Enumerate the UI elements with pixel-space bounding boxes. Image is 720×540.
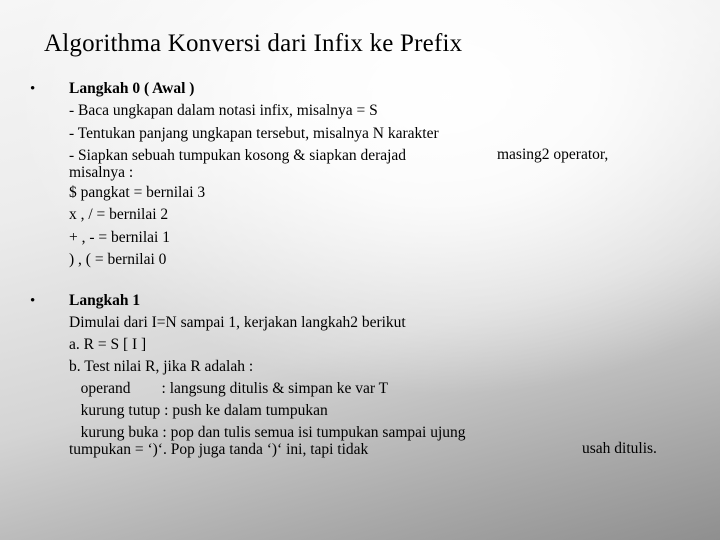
page-title: Algorithma Konversi dari Infix ke Prefix: [44, 30, 463, 57]
step1-line: Dimulai dari I=N sampai 1, kerjakan langkah2 berikut: [69, 314, 406, 331]
step1-line: kurung tutup : push ke dalam tumpukan: [69, 402, 328, 419]
step1-line: operand : langsung ditulis & simpan ke var T: [69, 380, 389, 397]
step0-line: - Tentukan panjang ungkapan tersebut, misalnya N karakter: [69, 125, 439, 142]
step0-line: - Siapkan sebuah tumpukan kosong & siapkan derajad: [69, 147, 407, 164]
step0-line: - Baca ungkapan dalam notasi infix, misalnya = S: [69, 102, 378, 119]
step1-heading: Langkah 1: [69, 292, 141, 309]
step1-line: kurung buka : pop dan tulis semua isi tumpukan sampai ujung: [69, 424, 466, 441]
step0-line: misalnya :: [69, 164, 134, 181]
bullet-marker: •: [30, 81, 36, 97]
step0-line: ) , ( = bernilai 0: [69, 251, 167, 268]
step1-line: b. Test nilai R, jika R adalah :: [69, 358, 254, 375]
bullet-marker: •: [30, 293, 36, 309]
step1-line-right: usah ditulis.: [582, 440, 657, 457]
step1-line: a. R = S [ I ]: [69, 336, 147, 353]
step1-line: tumpukan = ‘)‘. Pop juga tanda ‘)‘ ini, tapi tidak: [69, 441, 369, 458]
step0-line: + , - = bernilai 1: [69, 229, 170, 246]
step0-line-right: masing2 operator,: [497, 146, 609, 163]
step0-line: $ pangkat = bernilai 3: [69, 184, 206, 201]
step0-line: x , / = bernilai 2: [69, 206, 169, 223]
step0-heading: Langkah 0 ( Awal ): [69, 80, 195, 97]
